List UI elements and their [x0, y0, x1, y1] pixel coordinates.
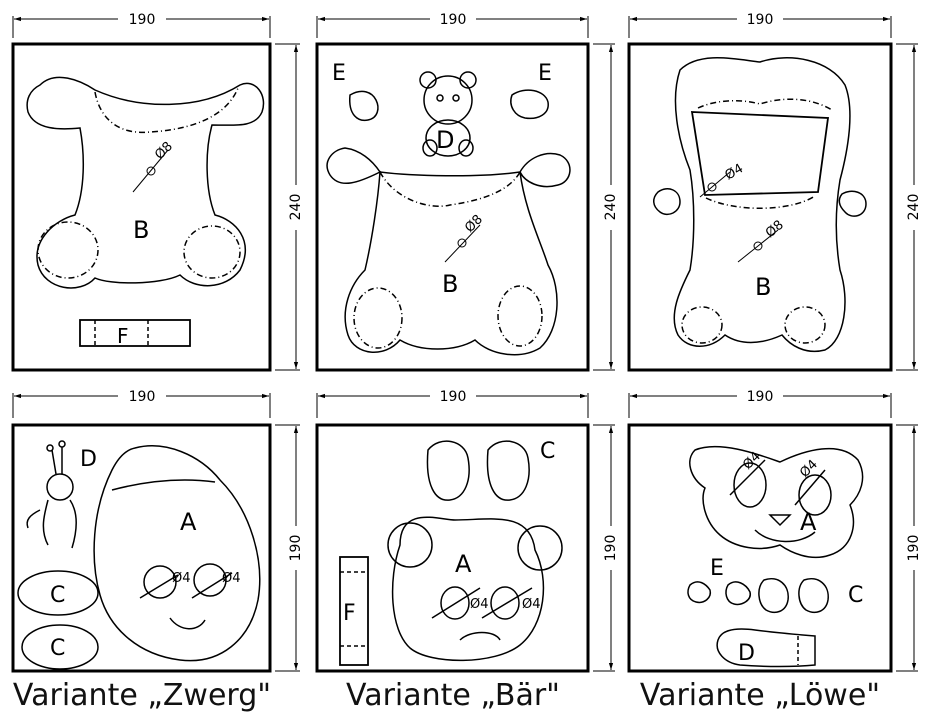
loewe-hole-label-large: Ø8 — [762, 217, 787, 242]
baer-left-paw-c — [427, 441, 469, 500]
loewe-part-e: E — [710, 556, 724, 581]
panel-frame-zwerg-bottom — [13, 425, 270, 671]
baer-belly-fold — [380, 172, 520, 206]
baer-left-paw-e — [350, 91, 378, 120]
height-label-1: 240 — [288, 193, 304, 221]
loewe-claw-e-left — [688, 582, 710, 603]
loewe-tail-d — [717, 629, 815, 666]
zwerg-face-hole-left: Ø4 — [172, 571, 191, 586]
zwerg-hole-label: Ø8 — [152, 139, 176, 163]
baer-body-outline — [327, 148, 570, 355]
zwerg-part-b: B — [133, 216, 150, 244]
width-label-4: 190 — [128, 389, 156, 405]
baer-part-f: F — [343, 601, 356, 626]
loewe-part-a: A — [800, 508, 817, 536]
baer-face-hole-left: Ø4 — [470, 597, 489, 612]
loewe-face-hole-right: Ø4 — [797, 457, 821, 481]
panel-frame-zwerg-top — [13, 44, 270, 370]
zwerg-strap-f — [80, 320, 190, 346]
zwerg-right-foot — [184, 226, 240, 278]
zwerg-part-c-top: C — [50, 583, 66, 608]
baer-part-a: A — [455, 550, 472, 578]
loewe-part-b: B — [755, 273, 772, 301]
loewe-left-foot — [682, 307, 722, 343]
zwerg-body-outline — [27, 77, 263, 288]
width-label-6: 190 — [746, 389, 774, 405]
width-label-1: 190 — [128, 12, 156, 28]
caption-loewe: Variante „Löwe" — [639, 678, 881, 713]
baer-face-hole-right: Ø4 — [522, 597, 541, 612]
loewe-part-c: C — [848, 583, 864, 608]
height-label-5: 190 — [603, 534, 619, 562]
baer-left-foot — [354, 288, 402, 348]
loewe-left-paw — [654, 189, 680, 215]
zwerg-part-c-bottom: C — [50, 636, 66, 661]
zwerg-face-outline — [94, 446, 260, 661]
width-label-5: 190 — [439, 389, 467, 405]
loewe-claw-e-right — [726, 582, 750, 604]
baer-right-eye — [491, 587, 519, 619]
panel-frame-baer-top — [317, 44, 588, 370]
caption-baer: Variante „Bär" — [346, 678, 560, 713]
height-label-3: 240 — [906, 193, 922, 221]
baer-right-foot — [498, 286, 542, 346]
zwerg-hat-fold — [112, 480, 215, 490]
height-label-6: 190 — [906, 534, 922, 562]
zwerg-face-hole-right: Ø4 — [222, 571, 241, 586]
height-label-2: 240 — [603, 193, 619, 221]
zwerg-left-foot — [38, 222, 98, 278]
loewe-hole-label-small: Ø4 — [722, 161, 747, 184]
width-label-3: 190 — [746, 12, 774, 28]
baer-left-ear — [388, 523, 432, 567]
baer-part-e-left: E — [332, 61, 346, 86]
loewe-paw-c-right — [799, 579, 828, 613]
loewe-part-d: D — [738, 641, 755, 666]
baer-hole-label: Ø8 — [462, 212, 486, 236]
baer-right-paw-e — [511, 90, 548, 118]
loewe-paw-c-left — [759, 579, 788, 613]
baer-part-d: D — [436, 126, 455, 154]
baer-part-b: B — [442, 270, 459, 298]
height-label-4: 190 — [288, 534, 304, 562]
loewe-right-foot — [785, 307, 825, 343]
loewe-nose — [770, 515, 790, 525]
width-label-2: 190 — [439, 12, 467, 28]
baer-part-c: C — [540, 439, 556, 464]
zwerg-mouth — [170, 618, 205, 629]
baer-snout — [460, 633, 500, 641]
zwerg-little-figure-d — [27, 441, 76, 548]
zwerg-part-a: A — [180, 508, 197, 536]
panel-frame-loewe-top — [629, 44, 891, 370]
loewe-right-paw — [839, 191, 866, 216]
loewe-face-hole-left: Ø4 — [740, 449, 764, 473]
zwerg-part-d: D — [80, 447, 97, 472]
caption-zwerg: Variante „Zwerg" — [12, 678, 272, 713]
baer-part-e-right: E — [538, 61, 552, 86]
baer-right-paw-c — [487, 441, 529, 500]
zwerg-part-f: F — [117, 324, 129, 348]
